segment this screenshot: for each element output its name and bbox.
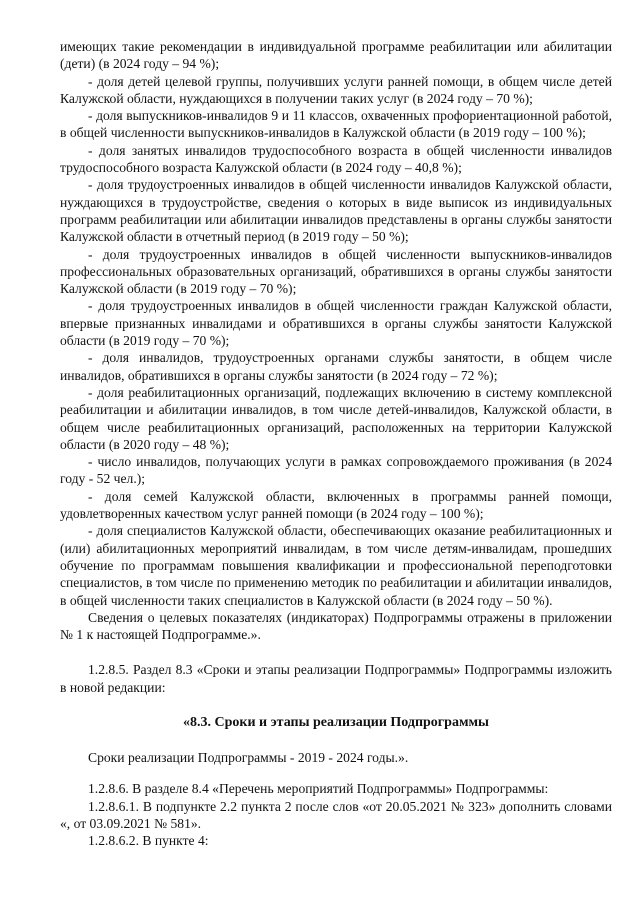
paragraphs-after xyxy=(60,749,612,849)
paragraph: Сведения о целевых показателях (индикаторах) Подпрограммы отражены в приложении № 1 к настоящей Подпрограмме.». xyxy=(60,609,612,643)
paragraphs-before xyxy=(60,38,612,696)
paragraph: имеющих такие рекомендации в индивидуальной программе реабилитации или абилитации (дети) (в 2024 году – 94 %); xyxy=(60,39,612,72)
paragraph: - доля реабилитационных организаций, подлежащих включению в систему комплексной реабилитации и абилитации инвалидов, в том числе детей-инвалидов, Калужской области, в общем числе реабилитационных организаций, расположенных на территории Калужской области (в 2020 году – 48 %); xyxy=(60,384,612,452)
paragraph: - доля семей Калужской области, включенных в программы ранней помощи, удовлетворенных качеством услуг ранней помощи (в 2024 году – 100 %); xyxy=(60,488,612,522)
paragraph: - доля инвалидов, трудоустроенных органами службы занятости, в общем числе инвалидов, обратившихся в органы службы занятости (в 2024 году – 72 %); xyxy=(60,350,612,383)
paragraph: - доля специалистов Калужской области, обеспечивающих оказание реабилитационных и (или) абилитационных мероприятий инвалидам, в том числе детям-инвалидам, прошедших обучение по программам повышения квалификации и профессиональной переподготовки специалистов, в том числе по применению методик по реабилитации и абилитации инвалидов, в общей численности таких специалистов в Калужской области (в 2024 году – 50 %). xyxy=(60,523,612,608)
section-heading: «8.3. Сроки и этапы реализации Подпрограммы xyxy=(183,714,489,730)
paragraph: - доля занятых инвалидов трудоспособного возраста в общей численности инвалидов трудоспособного возраста Калужской области (в 2024 году – 40,8 %); xyxy=(60,142,612,176)
paragraph: - доля выпускников-инвалидов 9 и 11 классов, охваченных профориентационной работой, в общей численности выпускников-инвалидов в Калужской области (в 2019 году – 100 %); xyxy=(60,108,612,141)
paragraph: 1.2.8.6. В разделе 8.4 «Перечень мероприятий Подпрограммы» Подпрограммы: xyxy=(88,781,549,797)
paragraph: 1.2.8.6.1. В подпункте 2.2 пункта 2 после слов «от 20.05.2021 № 323» дополнить словами «, от 03.09.2021 № 581». xyxy=(60,798,612,831)
paragraph: - доля трудоустроенных инвалидов в общей численности граждан Калужской области, впервые признанных инвалидами и обратившихся в органы службы занятости Калужской области (в 2019 году – 70 %); xyxy=(60,298,612,349)
paragraph: - доля трудоустроенных инвалидов в общей численности выпускников-инвалидов профессиональных образовательных организаций, обратившихся в органы службы занятости Калужской области (в 2019 году – 70 %); xyxy=(60,246,612,297)
paragraph: - доля детей целевой группы, получивших услуги ранней помощи, в общем числе детей Калужской области, нуждающихся в получении таких услуг (в 2024 году – 70 %); xyxy=(60,73,612,106)
paragraph: - доля трудоустроенных инвалидов в общей численности инвалидов Калужской области, нуждающихся в трудоустройстве, сведения о которых в виде выписок из индивидуальных программ реабилитации или абилитации инвалидов представлены в органы службы занятости Калужской области в отчетный период (в 2019 году – 50 %); xyxy=(60,177,612,245)
paragraph: 1.2.8.6.2. В пункте 4: xyxy=(88,833,209,849)
paragraph: - число инвалидов, получающих услуги в рамках сопровождаемого проживания (в 2024 году - 52 чел.); xyxy=(60,454,612,487)
paragraph: 1.2.8.5. Раздел 8.3 «Сроки и этапы реализации Подпрограммы» Подпрограммы изложить в новой редакции: xyxy=(60,662,612,695)
paragraph: Сроки реализации Подпрограммы - 2019 - 2024 годы.». xyxy=(88,749,409,765)
